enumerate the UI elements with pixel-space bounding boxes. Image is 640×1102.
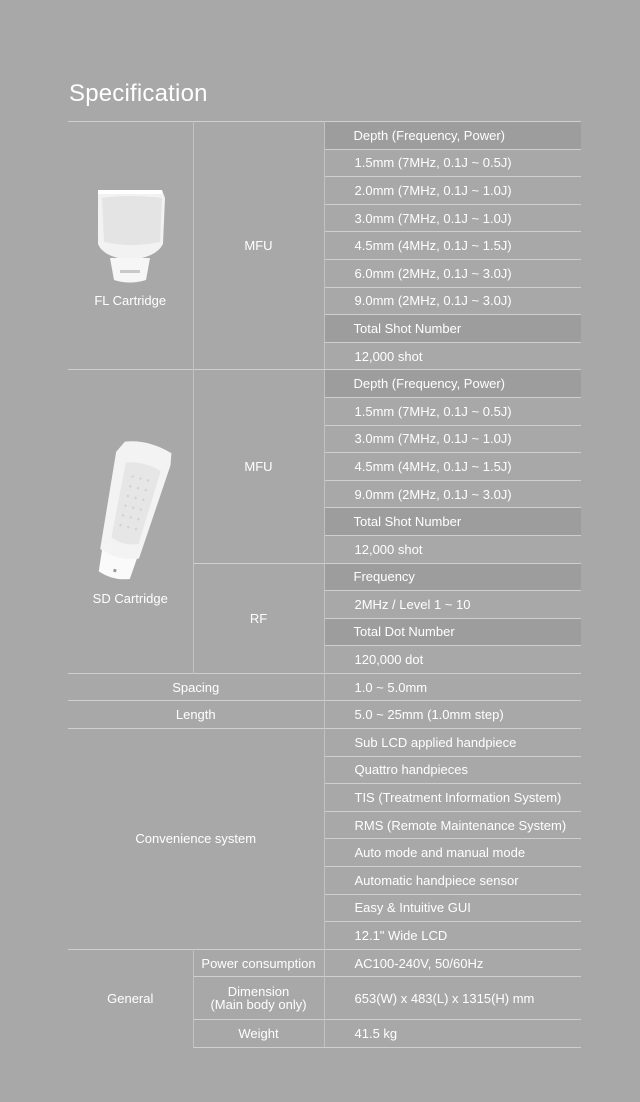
- spec-table: [68, 121, 581, 1048]
- sd-cartridge-image: [80, 437, 180, 587]
- convenience-item: 12.1" Wide LCD: [324, 922, 581, 950]
- table-row: [68, 729, 581, 757]
- table-row: [68, 370, 581, 398]
- fl-depth-value: 4.5mm (4MHz, 0.1J ~ 1.5J): [324, 232, 581, 260]
- table-row: [68, 949, 581, 977]
- convenience-item: TIS (Treatment Information System): [324, 784, 581, 812]
- convenience-item: Auto mode and manual mode: [324, 839, 581, 867]
- fl-depth-value: 9.0mm (2MHz, 0.1J ~ 3.0J): [324, 287, 581, 315]
- convenience-item: Automatic handpiece sensor: [324, 867, 581, 895]
- fl-depth-header: Depth (Frequency, Power): [324, 122, 581, 150]
- spacing-value: 1.0 ~ 5.0mm: [324, 673, 581, 701]
- table-row: [68, 673, 581, 701]
- fl-depth-value: 1.5mm (7MHz, 0.1J ~ 0.5J): [324, 149, 581, 177]
- sd-mfu-mode: MFU: [193, 370, 324, 563]
- fl-cartridge-label: FL Cartridge: [94, 292, 167, 308]
- length-label: Length: [68, 701, 324, 729]
- dimension-label-line2: (Main body only): [210, 997, 307, 1013]
- convenience-item: Easy & Intuitive GUI: [324, 894, 581, 922]
- spacing-label: Spacing: [68, 673, 324, 701]
- sd-dot-header: Total Dot Number: [324, 618, 581, 646]
- sd-dot-value: 120,000 dot: [324, 646, 581, 674]
- sd-rf-mode: RF: [193, 563, 324, 673]
- dimension-value: 653(W) x 483(L) x 1315(H) mm: [324, 977, 581, 1020]
- dimension-label: [193, 977, 324, 1020]
- convenience-item: RMS (Remote Maintenance System): [324, 811, 581, 839]
- length-value: 5.0 ~ 25mm (1.0mm step): [324, 701, 581, 729]
- fl-depth-value: 3.0mm (7MHz, 0.1J ~ 1.0J): [324, 204, 581, 232]
- sd-depth-value: 1.5mm (7MHz, 0.1J ~ 0.5J): [324, 397, 581, 425]
- table-row: [68, 701, 581, 729]
- convenience-label: Convenience system: [68, 729, 324, 950]
- sd-depth-value: 9.0mm (2MHz, 0.1J ~ 3.0J): [324, 480, 581, 508]
- fl-depth-value: 2.0mm (7MHz, 0.1J ~ 1.0J): [324, 177, 581, 205]
- sd-cartridge-cell: [68, 370, 193, 674]
- fl-cartridge-image: [80, 184, 180, 289]
- sd-freq-header: Frequency: [324, 563, 581, 591]
- sd-depth-value: 3.0mm (7MHz, 0.1J ~ 1.0J): [324, 425, 581, 453]
- table-row: [68, 122, 581, 150]
- weight-label: Weight: [193, 1020, 324, 1048]
- fl-shot-value: 12,000 shot: [324, 342, 581, 370]
- convenience-item: Quattro handpieces: [324, 756, 581, 784]
- dimension-label-line1: Dimension: [227, 984, 290, 1000]
- sd-cartridge-label: SD Cartridge: [92, 591, 168, 607]
- page-title: Specification: [69, 80, 208, 107]
- power-label: Power consumption: [193, 949, 324, 977]
- power-value: AC100-240V, 50/60Hz: [324, 949, 581, 977]
- sd-freq-value: 2MHz / Level 1 ~ 10: [324, 591, 581, 619]
- weight-value: 41.5 kg: [324, 1020, 581, 1048]
- general-label: General: [68, 949, 193, 1047]
- sd-shot-value: 12,000 shot: [324, 535, 581, 563]
- sd-shot-header: Total Shot Number: [324, 508, 581, 536]
- sd-depth-value: 4.5mm (4MHz, 0.1J ~ 1.5J): [324, 453, 581, 481]
- fl-depth-value: 6.0mm (2MHz, 0.1J ~ 3.0J): [324, 259, 581, 287]
- sd-depth-header: Depth (Frequency, Power): [324, 370, 581, 398]
- fl-mode: MFU: [193, 122, 324, 370]
- fl-cartridge-cell: [68, 122, 193, 370]
- fl-shot-header: Total Shot Number: [324, 315, 581, 343]
- convenience-item: Sub LCD applied handpiece: [324, 729, 581, 757]
